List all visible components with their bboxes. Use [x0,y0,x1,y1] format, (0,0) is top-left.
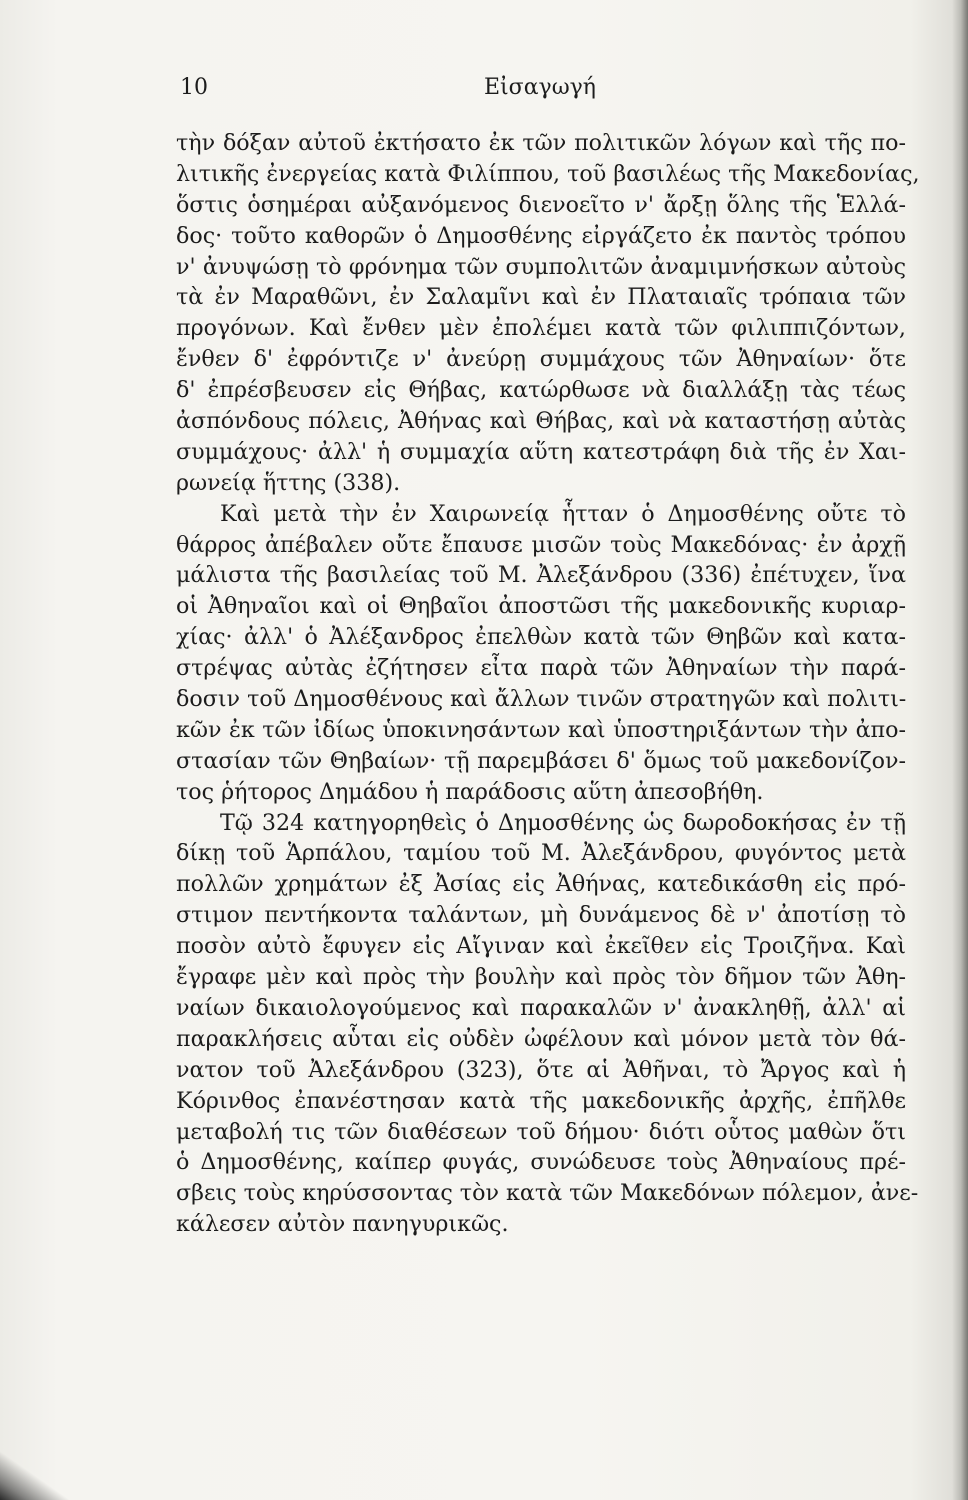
text-line: Καὶ μετὰ τὴν ἐν Χαιρωνείᾳ ἧτταν ὁ Δημοσθένης οὔτε τὸ [220,500,906,527]
text-line: οἱ Ἀθηναῖοι καὶ οἱ Θηβαῖοι ἀποστῶσι τῆς μακεδονικῆς κυριαρ- [176,593,906,620]
text-line: Τῷ 324 κατηγορηθεὶς ὁ Δημοσθένης ὡς δωροδοκήσας ἐν τῇ [220,809,906,836]
text-line: δος· τοῦτο καθορῶν ὁ Δημοσθένης εἰργάζετο ἐκ παντὸς τρόπου [176,222,906,249]
text-line: κάλεσεν αὐτὸν πανηγυρικῶς. [176,1211,509,1238]
text-line: μεταβολή τις τῶν διαθέσεων τοῦ δήμου· διότι οὗτος μαθὼν ὅτι [176,1118,906,1145]
text-line: πολλῶν χρημάτων ἐξ Ἀσίας εἰς Ἀθήνας, κατεδικάσθη εἰς πρό- [176,871,906,898]
text-line: ποσὸν αὐτὸ ἔφυγεν εἰς Αἴγιναν καὶ ἐκεῖθεν εἰς Τροιζῆνα. Καὶ [176,933,906,960]
text-line: παρακλήσεις αὗται εἰς οὐδὲν ὠφέλουν καὶ μόνον μετὰ τὸν θά- [176,1025,906,1052]
text-line: ναίων δικαιολογούμενος καὶ παρακαλῶν ν' ἀνακληθῇ, ἀλλ' αἱ [176,994,906,1021]
text-line: δίκῃ τοῦ Ἁρπάλου, ταμίου τοῦ Μ. Ἀλεξάνδρου, φυγόντος μετὰ [176,840,906,867]
text-line: μάλιστα τῆς βασιλείας τοῦ Μ. Ἀλεξάνδρου (336) ἐπέτυχεν, ἵνα [176,562,906,589]
text-line: νατον τοῦ Ἀλεξάνδρου (323), ὅτε αἱ Ἀθῆναι, τὸ Ἄργος καὶ ἡ [176,1056,906,1083]
text-line: ν' ἀνυψώσῃ τὸ φρόνημα τῶν συμπολιτῶν ἀναμιμνήσκων αὐτοὺς [176,253,906,280]
scan-corner-shadow [0,1440,70,1500]
text-line: τὰ ἐν Μαραθῶνι, ἐν Σαλαμῖνι καὶ ἐν Πλαταιαῖς τρόπαια τῶν [176,284,906,311]
running-title: Εἰσαγωγή [484,75,596,100]
page-header [180,70,600,106]
text-line: στιμον πεντήκοντα ταλάντων, μὴ δυνάμενος δὲ ν' ἀποτίσῃ τὸ [176,902,906,929]
text-line: δοσιν τοῦ Δημοσθένους καὶ ἄλλων τινῶν στρατηγῶν καὶ πολιτι- [176,686,907,713]
text-line: ἀσπόνδους πόλεις, Ἀθήνας καὶ Θήβας, καὶ νὰ καταστήσῃ αὐτὰς [176,408,906,435]
text-line: κῶν ἐκ τῶν ἰδίως ὑποκινησάντων καὶ ὑποστηριξάντων τὴν ἀπο- [176,716,906,743]
text-line: Κόρινθος ἐπανέστησαν κατὰ τῆς μακεδονικῆς ἀρχῆς, ἐπῆλθε [176,1087,906,1114]
text-line: θάρρος ἀπέβαλεν οὔτε ἔπαυσε μισῶν τοὺς Μακεδόνας· ἐν ἀρχῇ [176,531,906,558]
body-text [176,128,920,1240]
page-number: 10 [180,75,208,100]
text-line: στρέψας αὐτὰς ἐζήτησεν εἶτα παρὰ τῶν Ἀθηναίων τὴν παρά- [176,655,906,682]
text-line: στασίαν τῶν Θηβαίων· τῇ παρεμβάσει δ' ὅμως τοῦ μακεδονίζον- [176,747,906,774]
text-line: συμμάχους· ἀλλ' ἡ συμμαχία αὕτη κατεστράφη διὰ τῆς ἐν Χαι- [176,438,906,465]
text-line: ἔγραφε μὲν καὶ πρὸς τὴν βουλὴν καὶ πρὸς τὸν δῆμον τῶν Ἀθη- [176,964,906,991]
text-line: ρωνείᾳ ἥττης (338). [176,469,401,496]
text-line: ὅστις ὁσημέραι αὐξανόμενος διενοεῖτο ν' ἄρξῃ ὅλης τῆς Ἑλλά- [176,191,906,218]
text-line: τος ῥήτορος Δημάδου ἡ παράδοσις αὕτη ἀπεσοβήθη. [176,778,764,805]
text-line: ὁ Δημοσθένης, καίπερ φυγάς, συνώδευσε τοὺς Ἀθηναίους πρέ- [176,1149,906,1176]
text-line: τὴν δόξαν αὐτοῦ ἐκτήσατο ἐκ τῶν πολιτικῶν λόγων καὶ τῆς πο- [176,130,906,156]
text-line: προγόνων. Καὶ ἔνθεν μὲν ἐπολέμει κατὰ τῶν φιλιππιζόντων, [176,315,906,342]
text-line: ἔνθεν δ' ἐφρόντιζε ν' ἀνεύρῃ συμμάχους τῶν Ἀθηναίων· ὅτε [176,346,906,373]
text-line: χίας· ἀλλ' ὁ Ἀλέξανδρος ἐπελθὼν κατὰ τῶν Θηβῶν καὶ κατα- [176,624,906,651]
text-line: δ' ἐπρέσβευσεν εἰς Θήβας, κατώρθωσε νὰ διαλλάξῃ τὰς τέως [176,377,906,404]
text-line: σβεις τοὺς κηρύσσοντας τὸν κατὰ τῶν Μακεδόνων πόλεμον, ἀνε- [176,1180,919,1207]
page-edge-shadow [952,0,968,1500]
text-line: λιτικῆς ἐνεργείας κατὰ Φιλίππου, τοῦ βασιλέως τῆς Μακεδονίας, [176,160,920,187]
